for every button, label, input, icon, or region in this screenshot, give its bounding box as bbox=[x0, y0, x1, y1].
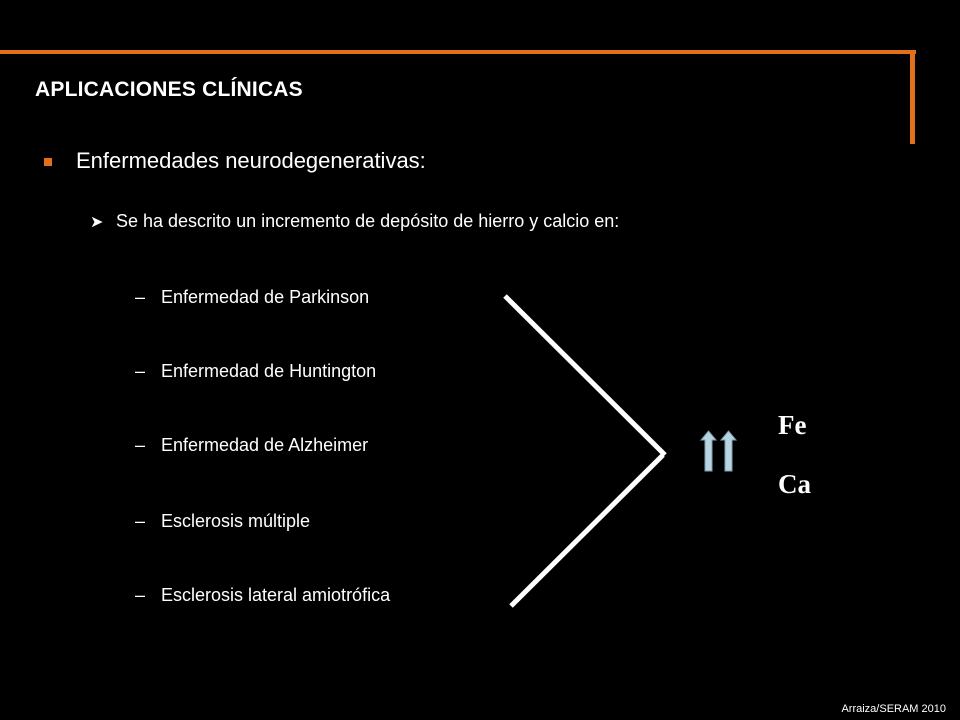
dash-bullet-icon: – bbox=[135, 585, 146, 605]
list-item-text: Enfermedad de Parkinson bbox=[161, 287, 370, 307]
slide-title: APLICACIONES CLÍNICAS bbox=[35, 78, 303, 101]
list-item-text: Esclerosis múltiple bbox=[161, 511, 311, 531]
dash-bullet-icon: – bbox=[135, 361, 146, 381]
arrowhead-bullet-icon: ➤ bbox=[90, 213, 104, 231]
dash-bullet-icon: – bbox=[135, 287, 146, 307]
element-fe-label: Fe bbox=[778, 410, 807, 440]
dash-bullet-icon: – bbox=[135, 435, 146, 455]
list-item-text: Enfermedad de Alzheimer bbox=[161, 435, 369, 455]
sub-bullet-text: Se ha descrito un incremento de depósito de hierro y calcio en: bbox=[116, 211, 620, 231]
list-item-text: Esclerosis lateral amiotrófica bbox=[161, 585, 391, 605]
up-arrow-icon bbox=[721, 431, 736, 471]
up-arrow-icon bbox=[701, 431, 716, 471]
chevron-lower-line bbox=[511, 455, 663, 606]
element-ca-label: Ca bbox=[778, 469, 811, 499]
chevron-upper-line bbox=[505, 296, 665, 455]
list-item-text: Enfermedad de Huntington bbox=[161, 361, 377, 381]
main-bullet-text: Enfermedades neurodegenerativas: bbox=[76, 148, 426, 173]
slide-credit: Arraiza/SERAM 2010 bbox=[841, 703, 946, 715]
dash-bullet-icon: – bbox=[135, 511, 146, 531]
